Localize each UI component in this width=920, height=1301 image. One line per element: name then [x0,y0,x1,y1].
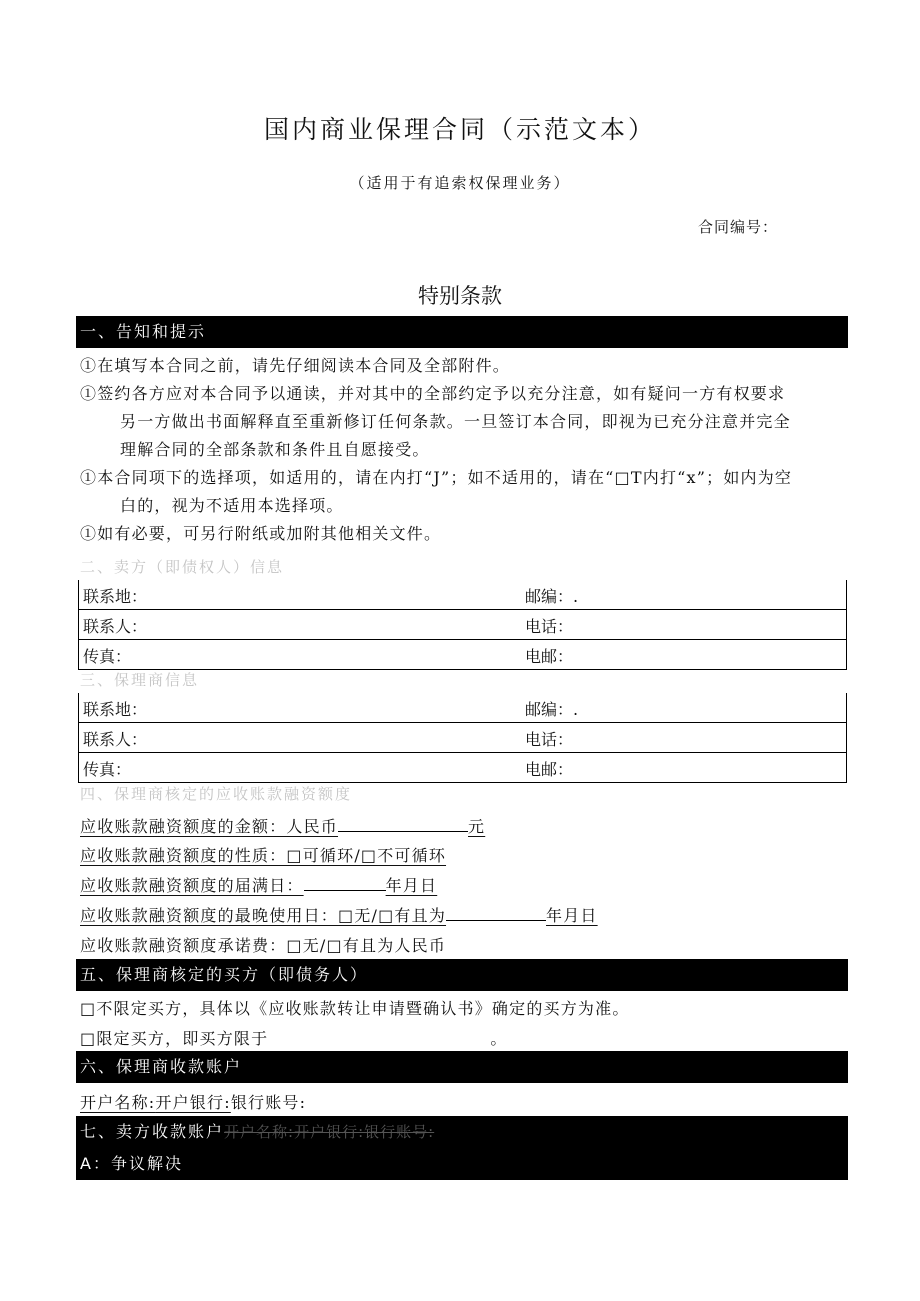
document-title: 国内商业保理合同（示范文本） [263,115,656,144]
table-row [79,640,846,670]
seller-fax-field[interactable]: 传真： [83,647,132,666]
credit-amount-line[interactable]: 应收账款融资额度的金额：人民币 元 [80,817,486,836]
seller-email-field[interactable]: 电邮： [525,647,574,666]
factor-email-field[interactable]: 电邮： [525,760,574,779]
section-1-body [80,352,850,548]
factor-fax-field[interactable]: 传真： [83,760,132,779]
limited-buyer-option[interactable]: □限定买方，即买方限于 。 [80,1029,508,1048]
section-7-heading: 七、卖方收款账户开户名称:开户银行:银行账号: [76,1116,848,1148]
section-4-heading: 四、保理商核定的应收账款融资额度 [80,785,353,803]
section-2-heading: 二、卖方（即债权人）信息 [80,558,285,576]
table-row [79,723,846,753]
section-1-heading: 一、告知和提示 [76,316,848,348]
section-3-heading: 三、保理商信息 [80,671,200,689]
factor-address-field[interactable]: 联系地： [83,700,148,719]
table-row [79,693,846,723]
commitment-fee-line[interactable]: 应收账款融资额度承诺费：□无/□有且为人民币 [80,936,447,955]
notice-item-2: ①签约各方应对本合同予以通读，并对其中的全部约定予以充分注意，如有疑问一方有权要求 另一方做出书面解释直至重新修订任何条款。一旦签订本合同，即视为已充分注意并完全 理解合同的全部条款和条件且自愿接受。 [80,384,791,459]
notice-item-4: ①如有必要，可另行附纸或加附其他相关文件。 [80,524,442,543]
special-terms-heading: 特别条款 [418,284,502,308]
table-row [79,580,846,610]
seller-address-field[interactable]: 联系地： [83,587,148,606]
contract-number-label: 合同编号： [698,218,779,236]
seller-phone-field[interactable]: 电话： [525,617,574,636]
factor-phone-field[interactable]: 电话： [525,730,574,749]
account-number-label: 银行账号: [230,1093,307,1112]
seller-info-table [78,580,847,670]
seller-account-placeholder: 开户名称:开户银行:银行账号: [224,1123,435,1141]
seller-postcode-field[interactable]: 邮编：. [525,587,579,606]
section-6-heading: 六、保理商收款账户 [76,1051,848,1083]
notice-item-3: ①本合同项下的选择项，如适用的，请在内打“J”；如不适用的，请在“□T内打“x”；如内为空 白的，视为不适用本选择项。 [80,468,793,515]
table-row [79,753,846,783]
section-5-heading: 五、保理商核定的买方（即债务人） [76,959,848,991]
unlimited-buyer-option[interactable]: □不限定买方，具体以《应收账款转让申请暨确认书》确定的买方为准。 [80,999,630,1018]
seller-contact-field[interactable]: 联系人： [83,617,148,636]
credit-nature-line[interactable]: 应收账款融资额度的性质：□可循环/□不可循环 [80,846,447,865]
credit-latest-use-line[interactable]: 应收账款融资额度的最晚使用日：□无/□有且为 年月日 [80,906,598,925]
factor-contact-field[interactable]: 联系人： [83,730,148,749]
account-name-label: 开户名称: [80,1093,156,1112]
factor-postcode-field[interactable]: 邮编：. [525,700,579,719]
factor-account-line[interactable] [80,1090,306,1113]
section-8-heading: A：争议解决 [76,1148,848,1180]
notice-item-1: ①在填写本合同之前，请先仔细阅读本合同及全部附件。 [80,356,511,375]
table-row [79,610,846,640]
bank-name-label: 开户银行: [155,1093,231,1112]
factor-info-table [78,693,847,783]
credit-expiry-line[interactable]: 应收账款融资额度的届满日： 年月日 [80,876,438,895]
document-subtitle: （适用于有追索权保理业务） [349,174,571,192]
